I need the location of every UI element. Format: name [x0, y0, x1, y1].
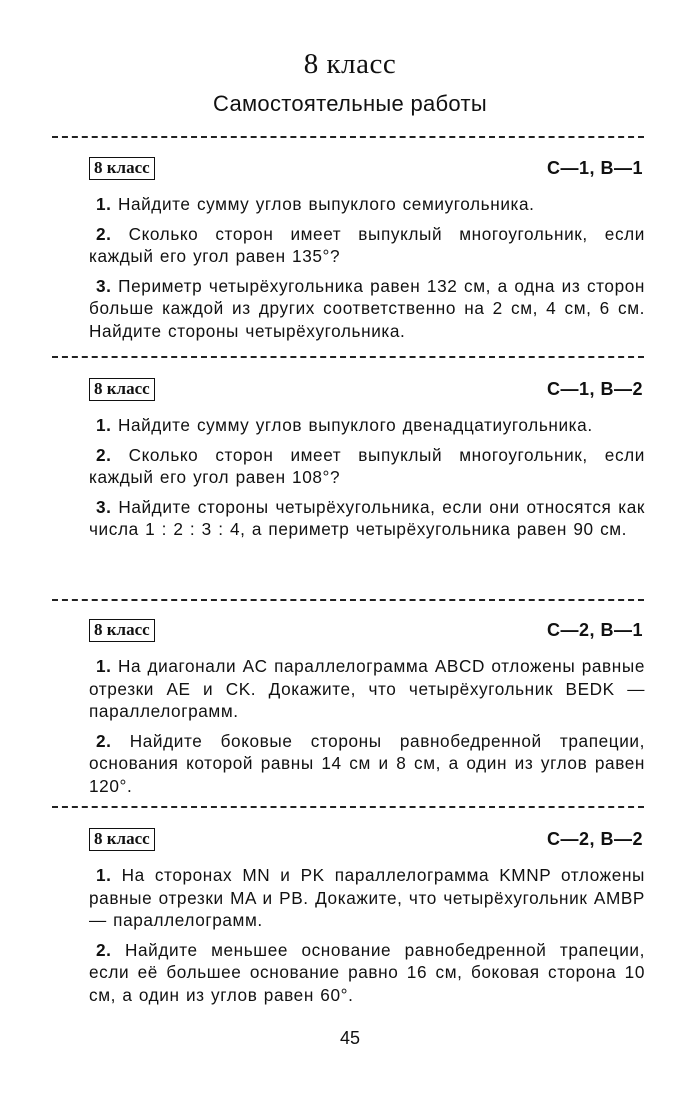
section-divider: [52, 806, 644, 808]
variant-code: С—2, В—2: [546, 829, 643, 849]
grade-label: 8 класс: [89, 378, 155, 401]
variant-code: С—2, В—1: [546, 620, 643, 640]
variant-block: [0, 157, 700, 349]
variant-header: [0, 619, 700, 649]
problem-item: [89, 223, 645, 268]
grade-label: 8 класс: [89, 157, 155, 180]
problem-text: Найдите сумму углов выпуклого двенадцатиугольника.: [117, 415, 593, 435]
problem-number: 2.: [96, 939, 112, 960]
problem-text: Сколько сторон имеет выпуклый многоугольник, если каждый его угол равен 135°?: [89, 223, 645, 266]
problem-list: [89, 864, 645, 1006]
problem-list: [89, 655, 645, 797]
variant-block: [0, 619, 700, 804]
problem-item: [89, 444, 645, 489]
problem-text: Найдите боковые стороны равнобедренной трапеции, основания которой равны 14 см и 8 см, а один из углов равен 120°.: [89, 730, 645, 796]
problem-item: [89, 275, 645, 343]
problem-item: [89, 496, 645, 541]
variant-block: [0, 378, 700, 548]
problem-list: [89, 414, 645, 541]
problem-text: Сколько сторон имеет выпуклый многоугольник, если каждый его угол равен 108°?: [89, 444, 645, 487]
problem-item: [89, 655, 645, 723]
problem-list: [89, 193, 645, 342]
problem-number: 2.: [96, 444, 112, 465]
problem-number: 2.: [96, 223, 112, 244]
problem-number: 1.: [96, 194, 112, 214]
problem-text: На диагонали AC параллелограмма ABCD отложены равные отрезки AE и CK. Докажите, что четырёхугольник BEDK — параллелограмм.: [89, 656, 645, 721]
problem-item: [89, 730, 645, 798]
section-divider: [52, 599, 644, 601]
problem-number: 3.: [96, 275, 112, 296]
section-divider: [52, 356, 644, 358]
problem-text: На сторонах MN и PK параллелограмма KMNP отложены равные отрезки MA и PB. Докажите, что четырёхугольник AMBP — параллелограмм.: [89, 865, 645, 930]
variant-header: [0, 828, 700, 858]
variant-code: С—1, В—2: [546, 379, 643, 399]
problem-number: 1.: [96, 415, 112, 435]
problem-text: Найдите сумму углов выпуклого семиугольника.: [117, 194, 535, 214]
page-number: 45: [339, 1028, 361, 1048]
problem-text: Найдите меньшее основание равнобедренной трапеции, если её большее основание равно 16 см, боковая сторона 10 см, а один из углов равен 60°.: [89, 939, 645, 1005]
problem-text: Найдите стороны четырёхугольника, если они относятся как числа 1 : 2 : 3 : 4, а периметр четырёхугольника равен 90 см.: [89, 496, 645, 539]
problem-number: 1.: [96, 656, 112, 676]
page-subtitle: Самостоятельные работы: [213, 91, 487, 116]
grade-label: 8 класс: [89, 828, 155, 851]
problem-number: 3.: [96, 496, 112, 517]
problem-number: 1.: [96, 865, 112, 885]
problem-item: [89, 193, 645, 216]
grade-label: 8 класс: [89, 619, 155, 642]
problem-number: 2.: [96, 730, 112, 751]
problem-item: [89, 414, 645, 437]
section-divider: [52, 136, 644, 138]
variant-code: С—1, В—1: [546, 158, 643, 178]
page-title: 8 класс: [303, 48, 397, 80]
problem-item: [89, 939, 645, 1007]
problem-item: [89, 864, 645, 932]
variant-header: [0, 378, 700, 408]
variant-header: [0, 157, 700, 187]
problem-text: Периметр четырёхугольника равен 132 см, а одна из сторон больше каждой из других соответственно на 2 см, 4 см, 6 см. Найдите стороны четырёхугольника.: [89, 275, 645, 341]
variant-block: [0, 828, 700, 1013]
